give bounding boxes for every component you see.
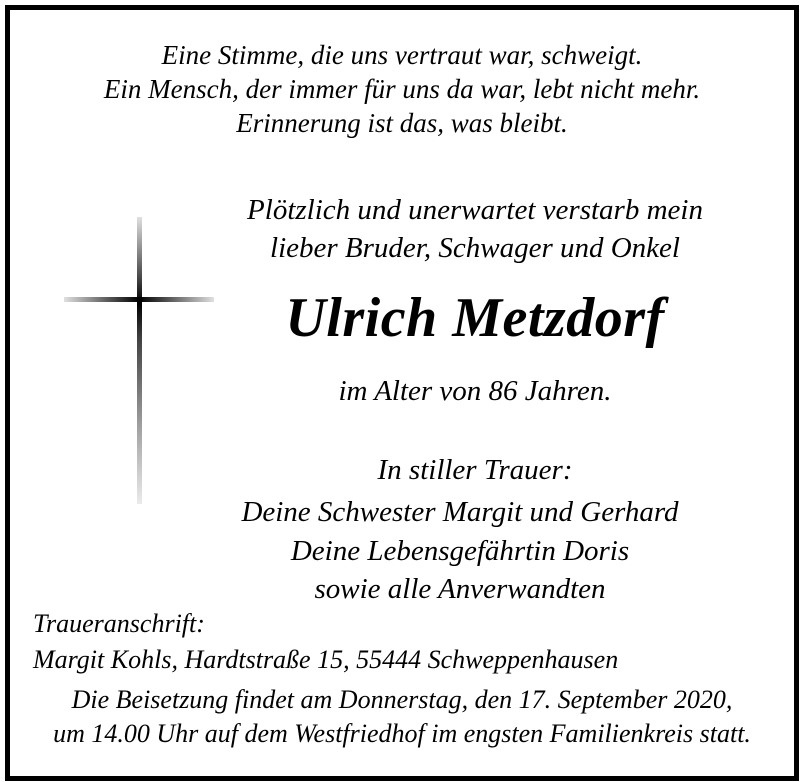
intro-line-1: Plötzlich und unerwartet verstarb mein (247, 194, 703, 226)
address-value: Margit Kohls, Hardtstraße 15, 55444 Schweppenhausen (33, 645, 619, 674)
quote-line-2: Ein Mensch, der immer für uns da war, lebt nicht mehr. (103, 74, 701, 104)
mourner-line-1: Deine Schwester Margit und Gerhard (241, 496, 679, 528)
mourning-heading: In stiller Trauer: (377, 454, 573, 486)
quote-line-3: Erinnerung ist das, was bleibt. (236, 108, 568, 138)
quote-line-1: Eine Stimme, die uns vertraut war, schweigt. (161, 40, 643, 70)
address-label: Traueranschrift: (33, 609, 205, 638)
mourner-line-3: sowie alle Anverwandten (314, 573, 606, 605)
funeral-line-1: Die Beisetzung findet am Donnerstag, den 17. September 2020, (71, 685, 733, 714)
deceased-name: Ulrich Metzdorf (285, 287, 665, 349)
intro-line-2: lieber Bruder, Schwager und Onkel (270, 232, 680, 264)
cross-horizontal-bar (64, 297, 214, 302)
obituary-card (5, 5, 799, 781)
funeral-line-2: um 14.00 Uhr auf dem Westfriedhof im engsten Familienkreis statt. (53, 719, 751, 748)
cross-vertical-bar (137, 217, 142, 504)
age-line: im Alter von 86 Jahren. (338, 375, 612, 407)
mourner-line-2: Deine Lebensgefährtin Doris (290, 535, 630, 567)
